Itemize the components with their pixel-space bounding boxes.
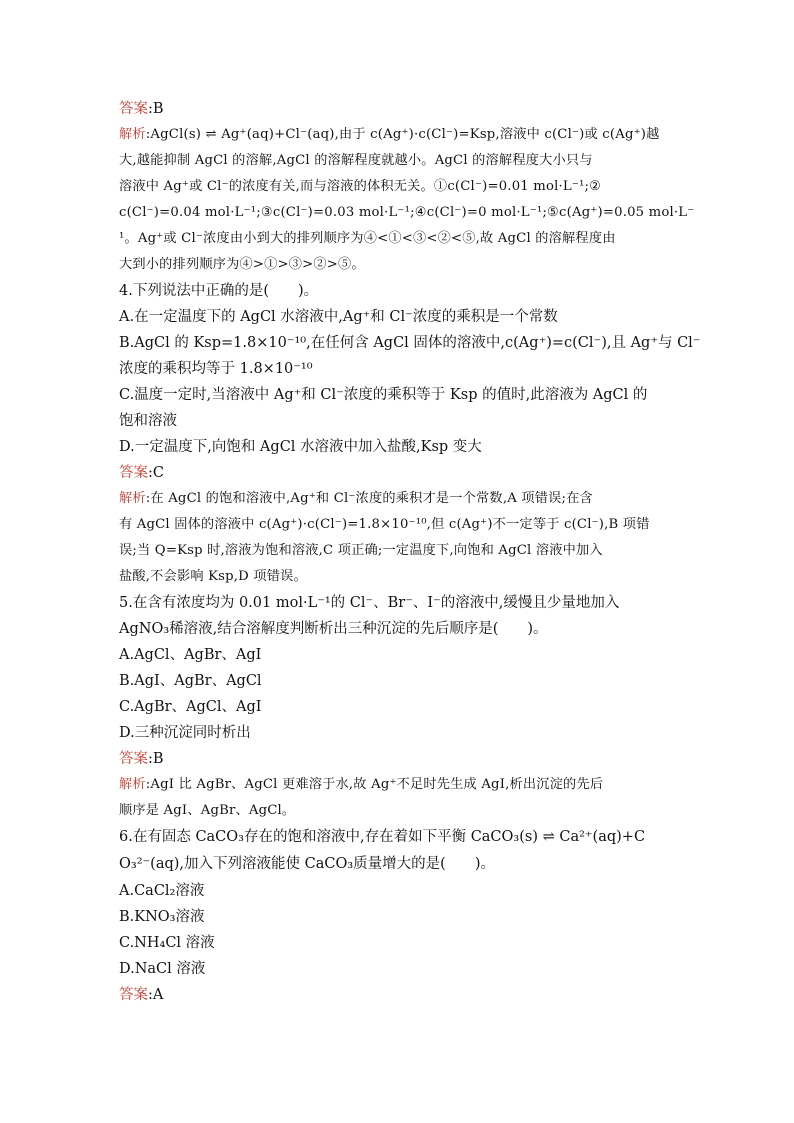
question-5-option-d: D.三种沉淀同时析出 [119, 725, 251, 741]
question-4-option-c: C.温度一定时,当溶液中 Ag⁺和 Cl⁻浓度的乘积等于 Ksp 的值时,此溶液为 AgCl 的 [119, 387, 648, 403]
question-5-option-b: B.AgI、AgBr、AgCl [119, 673, 262, 689]
answer-label: 答案 [119, 751, 148, 767]
explanation-label: 解析 [119, 491, 146, 506]
explanation-4-line-4: 盐酸,不会影响 Ksp,D 项错误。 [119, 569, 307, 584]
explanation-label: 解析 [119, 127, 146, 142]
document-content [119, 96, 701, 1008]
question-6-stem-line-1: 6.在有固态 CaCO₃存在的饱和溶液中,存在着如下平衡 CaCO₃(s) ⇌ Ca²⁺(aq)+C [119, 829, 646, 845]
question-5-stem-line-2: AgNO₃稀溶液,结合溶解度判断析出三种沉淀的先后顺序是( )。 [119, 621, 548, 637]
explanation-4-line-3: 误;当 Q=Ksp 时,溶液为饱和溶液,C 项正确;一定温度下,向饱和 AgCl 溶液中加入 [119, 543, 603, 558]
question-4-option-a: A.在一定温度下的 AgCl 水溶液中,Ag⁺和 Cl⁻浓度的乘积是一个常数 [119, 309, 558, 325]
answer-3 [119, 96, 679, 122]
explanation-3-line-1: 解析:AgCl(s) ⇌ Ag⁺(aq)+Cl⁻(aq),由于 c(Ag⁺)·c(Cl⁻)=Ksp,溶液中 c(Cl⁻)或 c(Ag⁺)越 [119, 127, 660, 142]
answer-4 [119, 460, 679, 486]
explanation-5-line-2: 顺序是 AgI、AgBr、AgCl。 [119, 803, 296, 818]
explanation-3-line-4: c(Cl⁻)=0.04 mol·L⁻¹;③c(Cl⁻)=0.03 mol·L⁻¹;④c(Cl⁻)=0 mol·L⁻¹;⑤c(Ag⁺)=0.05 mol·L⁻ [119, 205, 695, 220]
explanation-label: 解析 [119, 777, 146, 792]
question-4-option-c-cont: 饱和溶液 [119, 413, 177, 429]
question-5-option-a: A.AgCl、AgBr、AgI [119, 647, 262, 663]
explanation-3-line-6: 大到小的排列顺序为④>①>③>②>⑤。 [119, 257, 365, 272]
question-6-option-c: C.NH₄Cl 溶液 [119, 935, 215, 951]
question-6-option-b: B.KNO₃溶液 [119, 909, 205, 925]
answer-label: 答案 [119, 101, 148, 117]
question-5-option-c: C.AgBr、AgCl、AgI [119, 699, 262, 715]
question-6-option-d: D.NaCl 溶液 [119, 961, 206, 977]
answer-5 [119, 746, 679, 772]
question-6-stem-line-2: O₃²⁻(aq),加入下列溶液能使 CaCO₃质量增大的是( )。 [119, 856, 495, 872]
explanation-3-line-3: 溶液中 Ag⁺或 Cl⁻的浓度有关,而与溶液的体积无关。①c(Cl⁻)=0.01 mol·L⁻¹;② [119, 179, 602, 194]
answer-label: 答案 [119, 987, 148, 1003]
explanation-4-line-2: 有 AgCl 固体的溶液中 c(Ag⁺)·c(Cl⁻)=1.8×10⁻¹⁰,但 c(Ag⁺)不一定等于 c(Cl⁻),B 项错 [119, 517, 650, 532]
question-4-option-b-cont: 浓度的乘积均等于 1.8×10⁻¹⁰ [119, 361, 313, 377]
answer-value: :B [148, 751, 164, 767]
question-4-stem: 4.下列说法中正确的是( )。 [119, 283, 319, 299]
answer-value: :B [148, 101, 164, 117]
answer-6 [119, 982, 679, 1008]
explanation-4-line-1: 解析:在 AgCl 的饱和溶液中,Ag⁺和 Cl⁻浓度的乘积才是一个常数,A 项错误;在含 [119, 491, 593, 506]
explanation-3-line-2: 大,越能抑制 AgCl 的溶解,AgCl 的溶解程度就越小。AgCl 的溶解程度大小只与 [119, 153, 593, 168]
answer-value: :A [148, 987, 164, 1003]
answer-value: :C [148, 465, 164, 481]
question-6-option-a: A.CaCl₂溶液 [119, 883, 205, 899]
question-5-stem-line-1: 5.在含有浓度均为 0.01 mol·L⁻¹的 Cl⁻、Br⁻、I⁻的溶液中,缓慢且少量地加入 [119, 595, 620, 611]
question-4-option-d: D.一定温度下,向饱和 AgCl 水溶液中加入盐酸,Ksp 变大 [119, 439, 482, 455]
answer-label: 答案 [119, 465, 148, 481]
explanation-5-line-1: 解析:AgI 比 AgBr、AgCl 更难溶于水,故 Ag⁺不足时先生成 AgI,析出沉淀的先后 [119, 777, 604, 792]
explanation-3-line-5: ¹。Ag⁺或 Cl⁻浓度由小到大的排列顺序为④<①<③<②<⑤,故 AgCl 的溶解程度由 [119, 231, 616, 246]
question-4-option-b: B.AgCl 的 Ksp=1.8×10⁻¹⁰,在任何含 AgCl 固体的溶液中,c(Ag⁺)=c(Cl⁻),且 Ag⁺与 Cl⁻ [119, 335, 701, 351]
